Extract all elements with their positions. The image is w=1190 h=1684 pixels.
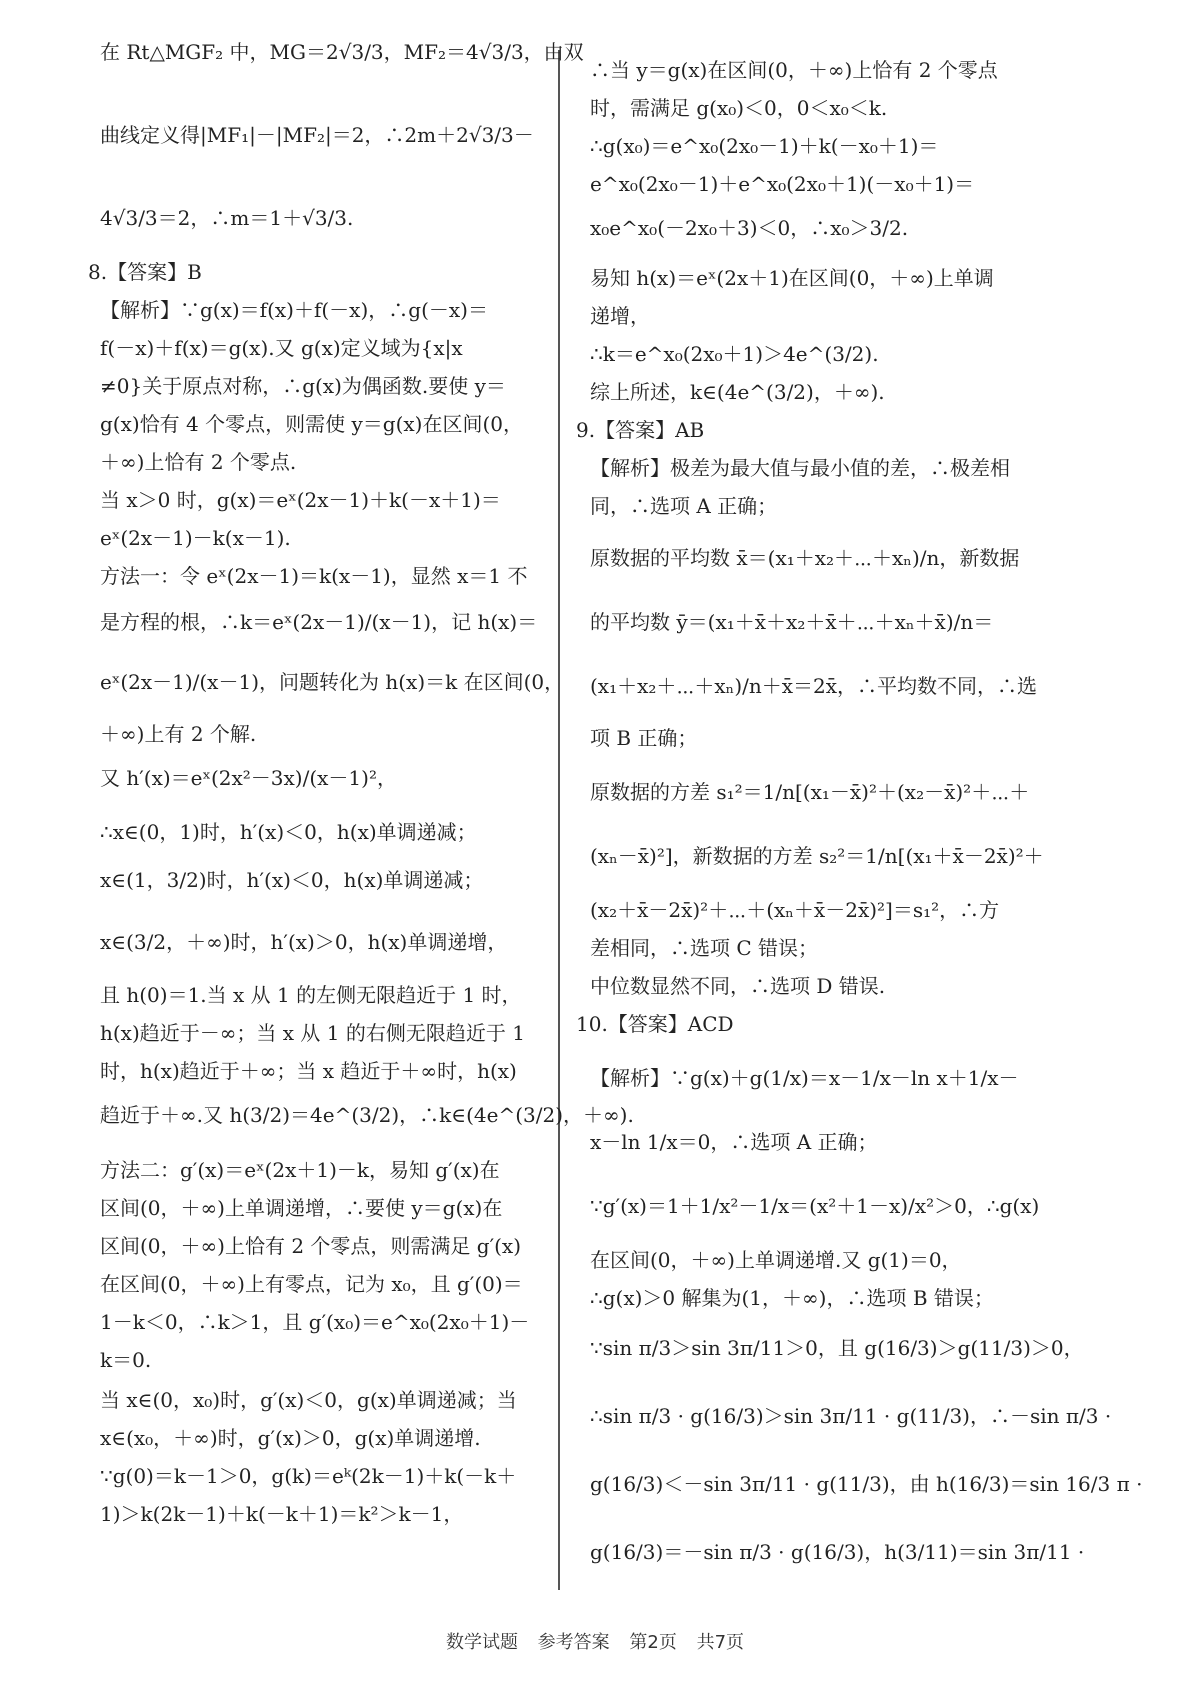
text-line: ≠0}关于原点对称，∴g(x)为偶函数.要使 y＝ <box>100 374 506 398</box>
text-line: ∵g(0)＝k－1＞0，g(k)＝eᵏ(2k－1)＋k(－k＋ <box>100 1464 517 1488</box>
text-line: 是方程的根，∴k＝eˣ(2x－1)/(x－1)，记 h(x)＝ <box>100 610 538 634</box>
text-line: 当 x＞0 时，g(x)＝eˣ(2x－1)＋k(－x＋1)＝ <box>100 488 501 512</box>
text-line: 当 x∈(0，x₀)时，g′(x)＜0，g(x)单调递减；当 <box>100 1388 517 1412</box>
text-line: (x₁＋x₂＋⋯＋xₙ)/n＋x̄＝2x̄，∴平均数不同，∴选 <box>590 674 1038 698</box>
text-line: 在区间(0，＋∞)上单调递增.又 g(1)＝0， <box>590 1248 962 1272</box>
text-line: 曲线定义得|MF₁|－|MF₂|＝2，∴2m＋2√3/3－ <box>100 123 534 147</box>
answer-heading-8: 8.【答案】B <box>88 260 202 284</box>
page-footer: 数学试题 参考答案 第2页 共7页 <box>445 1632 745 1653</box>
text-line: x∈(x₀，＋∞)时，g′(x)＞0，g(x)单调递增. <box>100 1426 481 1450</box>
text-line: g(16/3)＜－sin 3π/11 · g(11/3)，由 h(16/3)＝sin 16/3 π · <box>590 1472 1143 1496</box>
text-line: f(－x)＋f(x)＝g(x).又 g(x)定义域为{x|x <box>100 336 463 360</box>
text-line: 4√3/3＝2，∴m＝1＋√3/3. <box>100 206 354 230</box>
text-line: ＋∞)上有 2 个解. <box>100 722 257 746</box>
text-line: ∴x∈(0，1)时，h′(x)＜0，h(x)单调递减； <box>100 820 477 844</box>
text-line: 时，需满足 g(x₀)＜0，0＜x₀＜k. <box>590 96 888 120</box>
text-line: ＋∞)上恰有 2 个零点. <box>100 450 297 474</box>
text-line: 中位数显然不同，∴选项 D 错误. <box>590 974 886 998</box>
text-line: 区间(0，＋∞)上恰有 2 个零点，则需满足 g′(x) <box>100 1234 522 1258</box>
text-line: g(x)恰有 4 个零点，则需使 y＝g(x)在区间(0， <box>100 412 523 436</box>
answer-heading-9: 9.【答案】AB <box>576 418 705 442</box>
text-line: 1－k＜0，∴k＞1，且 g′(x₀)＝e^x₀(2x₀＋1)－ <box>100 1310 530 1334</box>
text-line: 又 h′(x)＝eˣ(2x²－3x)/(x－1)²， <box>100 766 397 790</box>
text-line: (x₂＋x̄－2x̄)²＋⋯＋(xₙ＋x̄－2x̄)²]＝s₁²，∴方 <box>590 898 1000 922</box>
text-line: 差相同，∴选项 C 错误； <box>590 936 819 960</box>
text-line: 1)＞k(2k－1)＋k(－k＋1)＝k²＞k－1， <box>100 1502 464 1526</box>
text-line: 易知 h(x)＝eˣ(2x＋1)在区间(0，＋∞)上单调 <box>590 266 994 290</box>
text-line: 方法二：g′(x)＝eˣ(2x＋1)－k，易知 g′(x)在 <box>100 1158 500 1182</box>
text-line: 且 h(0)＝1.当 x 从 1 的左侧无限趋近于 1 时， <box>100 983 522 1007</box>
text-line: 同，∴选项 A 正确； <box>590 494 778 518</box>
text-line: 趋近于＋∞.又 h(3/2)＝4e^(3/2)，∴k∈(4e^(3/2)，＋∞). <box>100 1103 634 1127</box>
text-line: ∵sin π/3＞sin 3π/11＞0，且 g(16/3)＞g(11/3)＞0， <box>590 1336 1084 1360</box>
text-line: ∴sin π/3 · g(16/3)＞sin 3π/11 · g(11/3)，∴－sin π/3 · <box>590 1404 1112 1428</box>
text-line: 原数据的平均数 x̄＝(x₁＋x₂＋⋯＋xₙ)/n，新数据 <box>590 546 1020 570</box>
text-line: 【解析】极差为最大值与最小值的差，∴极差相 <box>590 456 1010 480</box>
text-line: eˣ(2x－1)/(x－1)，问题转化为 h(x)＝k 在区间(0， <box>100 670 565 694</box>
text-line: ∴k＝e^x₀(2x₀＋1)＞4e^(3/2). <box>590 342 879 366</box>
text-line: 【解析】∵g(x)＝f(x)＋f(－x)，∴g(－x)＝ <box>100 298 488 322</box>
text-line: e^x₀(2x₀－1)＋e^x₀(2x₀＋1)(－x₀＋1)＝ <box>590 172 975 196</box>
text-line: g(16/3)＝－sin π/3 · g(16/3)，h(3/11)＝sin 3π/11 · <box>590 1540 1085 1564</box>
text-line: 递增， <box>590 304 650 328</box>
text-line: 方法一：令 eˣ(2x－1)＝k(x－1)，显然 x＝1 不 <box>100 564 528 588</box>
text-line: 综上所述，k∈(4e^(3/2)，＋∞). <box>590 380 885 404</box>
text-line: eˣ(2x－1)－k(x－1). <box>100 526 291 550</box>
text-line: (xₙ－x̄)²]，新数据的方差 s₂²＝1/n[(x₁＋x̄－2x̄)²＋ <box>590 844 1044 868</box>
text-line: x－ln 1/x＝0，∴选项 A 正确； <box>590 1130 878 1154</box>
text-line: 区间(0，＋∞)上单调递增，∴要使 y＝g(x)在 <box>100 1196 503 1220</box>
text-line: 在 Rt△MGF₂ 中，MG＝2√3/3，MF₂＝4√3/3，由双 <box>100 40 584 64</box>
text-line: x∈(3/2，＋∞)时，h′(x)＞0，h(x)单调递增， <box>100 930 508 954</box>
text-line: ∴当 y＝g(x)在区间(0，＋∞)上恰有 2 个零点 <box>590 58 998 82</box>
text-line: 在区间(0，＋∞)上有零点，记为 x₀，且 g′(0)＝ <box>100 1272 523 1296</box>
text-line: ∵g′(x)＝1＋1/x²－1/x＝(x²＋1－x)/x²＞0，∴g(x) <box>590 1194 1040 1218</box>
text-line: k＝0. <box>100 1348 152 1372</box>
text-line: 的平均数 ȳ＝(x₁＋x̄＋x₂＋x̄＋⋯＋xₙ＋x̄)/n＝ <box>590 610 994 634</box>
text-line: 原数据的方差 s₁²＝1/n[(x₁－x̄)²＋(x₂－x̄)²＋⋯＋ <box>590 780 1030 804</box>
answer-heading-10: 10.【答案】ACD <box>576 1012 734 1036</box>
text-line: 【解析】∵g(x)＋g(1/x)＝x－1/x－ln x＋1/x－ <box>590 1066 1019 1090</box>
column-divider <box>558 50 560 1590</box>
text-line: 时，h(x)趋近于＋∞；当 x 趋近于＋∞时，h(x) <box>100 1059 517 1083</box>
text-line: x∈(1，3/2)时，h′(x)＜0，h(x)单调递减； <box>100 868 484 892</box>
text-line: 项 B 正确； <box>590 726 698 750</box>
text-line: h(x)趋近于－∞；当 x 从 1 的右侧无限趋近于 1 <box>100 1021 525 1045</box>
text-line: ∴g(x)＞0 解集为(1，＋∞)，∴选项 B 错误； <box>590 1286 994 1310</box>
text-line: x₀e^x₀(－2x₀＋3)＜0，∴x₀＞3/2. <box>590 216 909 240</box>
text-line: ∴g(x₀)＝e^x₀(2x₀－1)＋k(－x₀＋1)＝ <box>590 134 939 158</box>
